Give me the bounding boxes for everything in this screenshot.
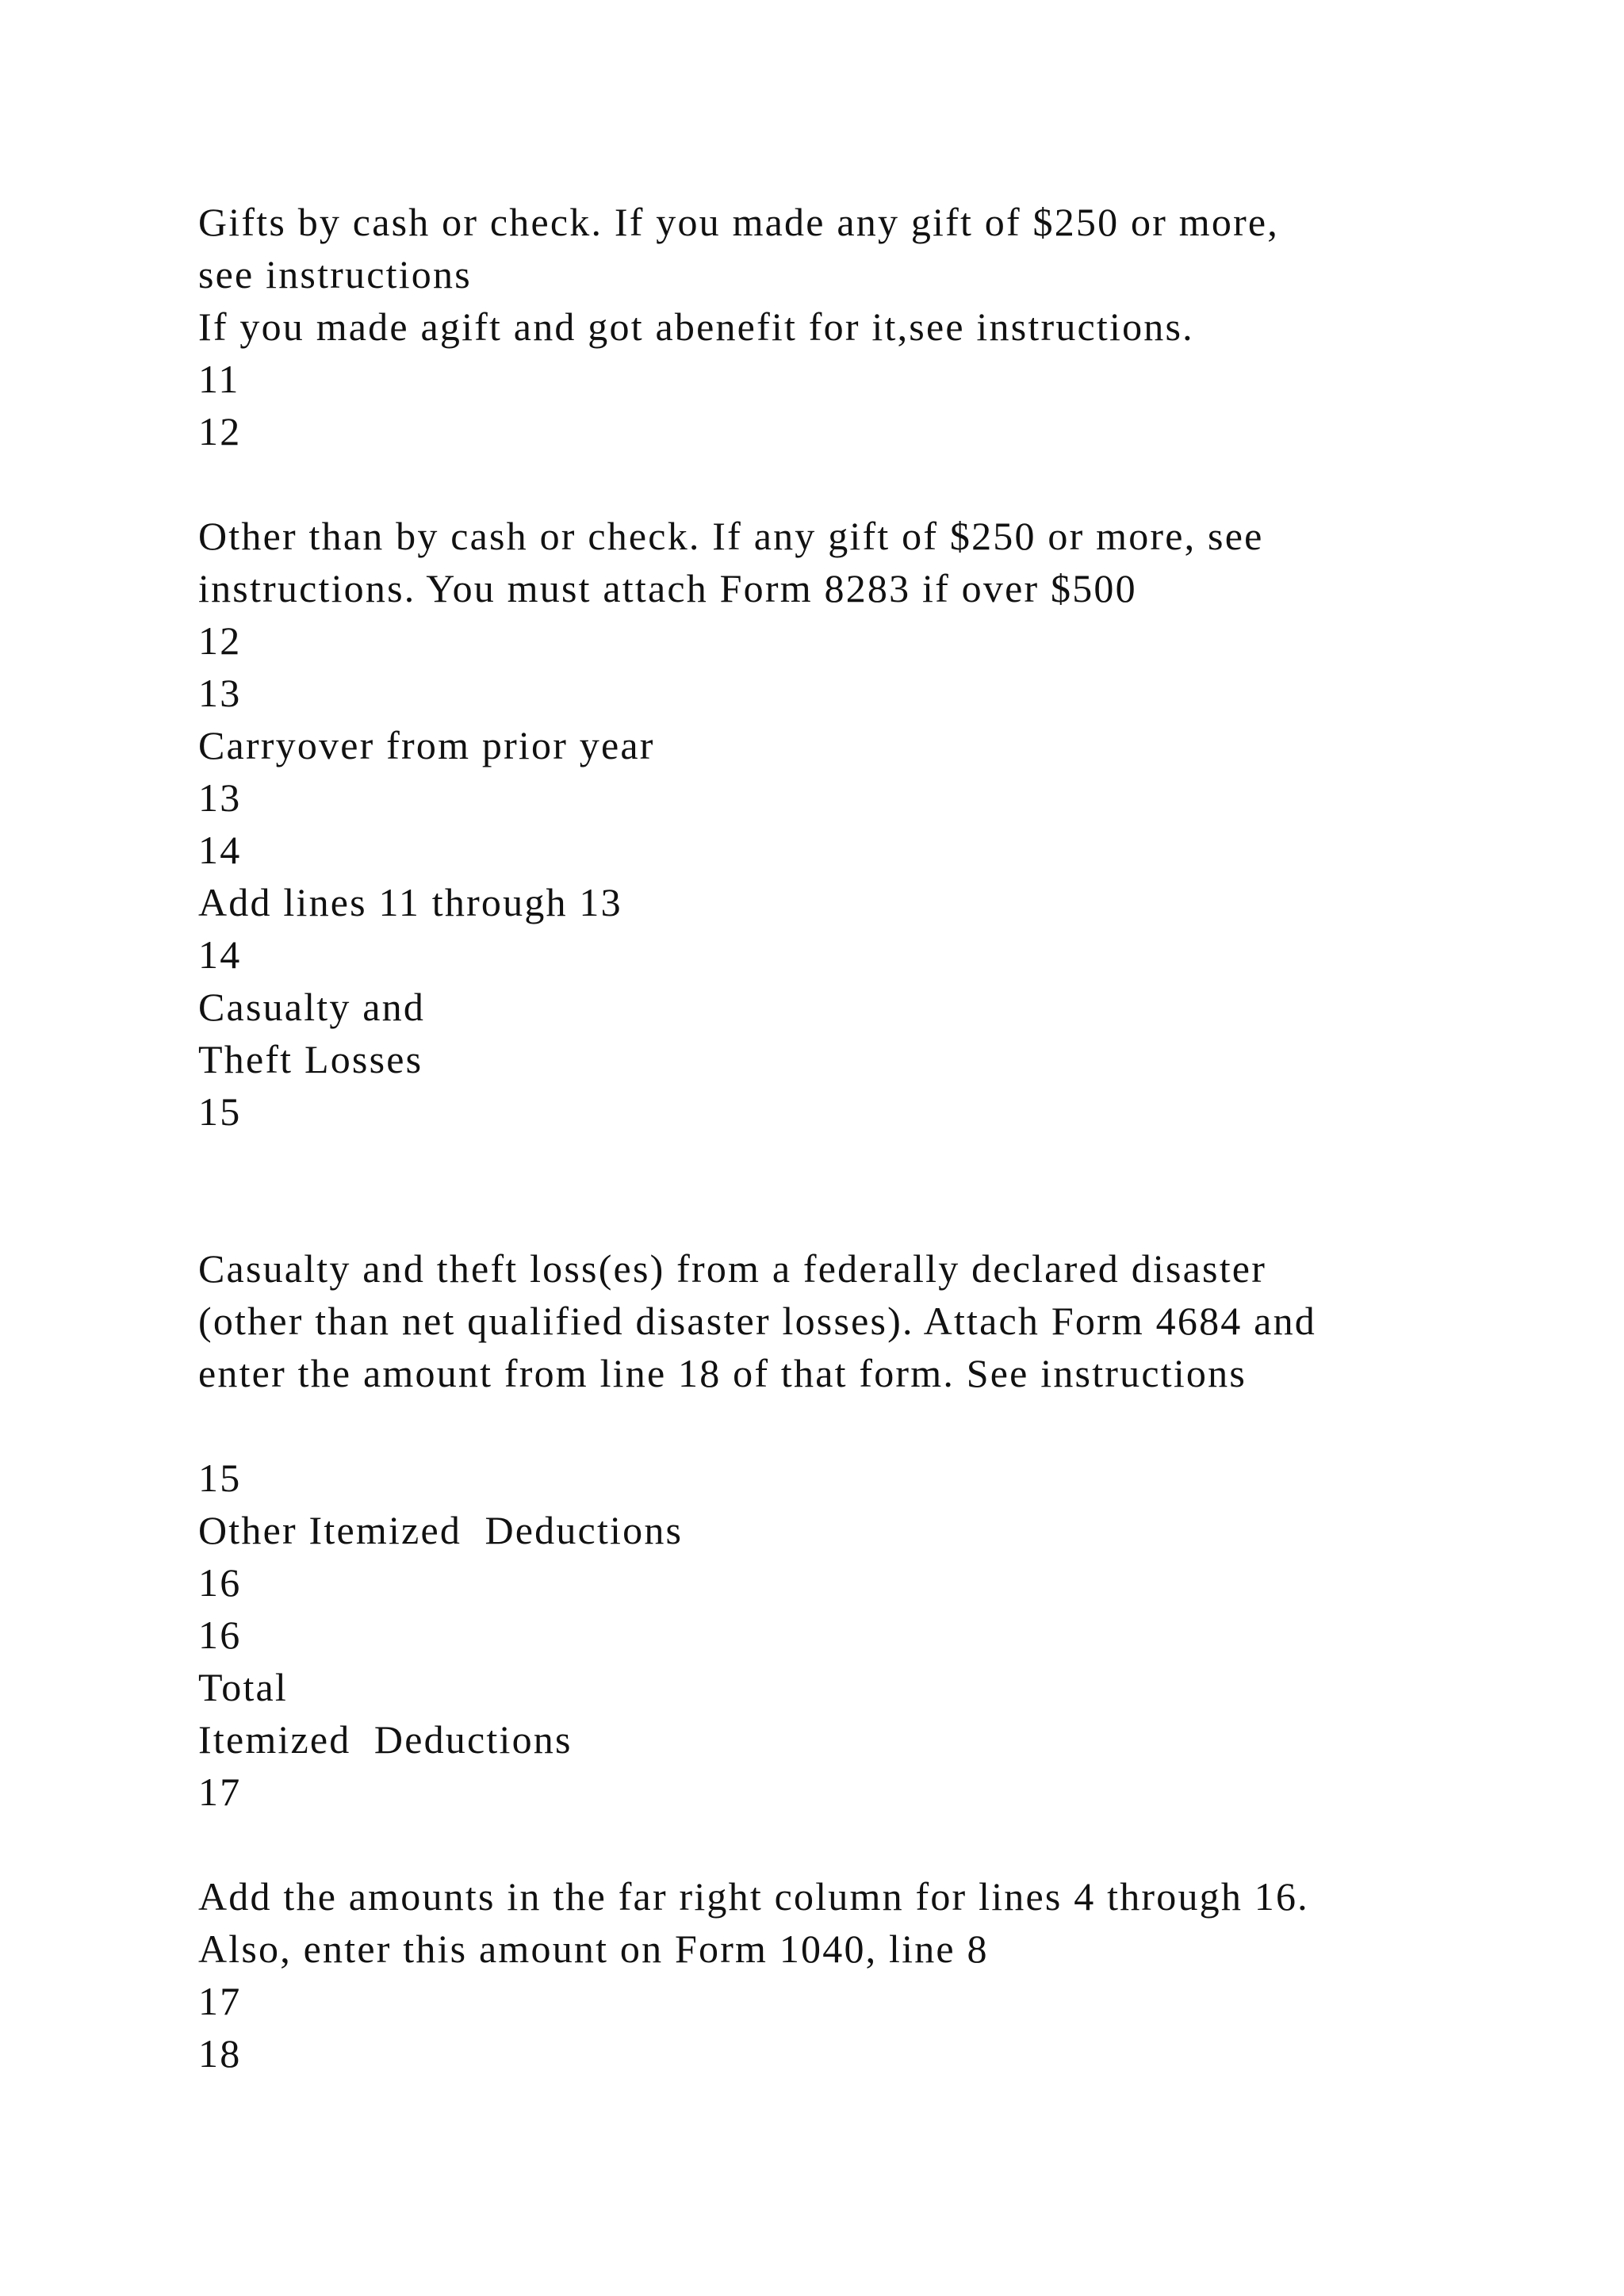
section-heading: Itemized Deductions xyxy=(198,1717,573,1762)
blank-line xyxy=(198,1138,1546,1190)
text-line: Gifts by cash or check. If you made any gift of $250 or more, xyxy=(198,200,1280,244)
text-line: Casualty and theft loss(es) from a federally declared disaster xyxy=(198,1246,1267,1291)
section-heading: Casualty and xyxy=(198,985,426,1029)
line-number: 17 xyxy=(198,1770,242,1814)
line-number: 12 xyxy=(198,618,242,663)
document-text xyxy=(198,196,1546,2080)
text-line: Add lines 11 through 13 xyxy=(198,880,622,924)
line-number: 13 xyxy=(198,775,242,820)
text-line: instructions. You must attach Form 8283 if over $500 xyxy=(198,566,1137,610)
line-number: 18 xyxy=(198,2031,242,2076)
text-line: (other than net qualified disaster losses). Attach Form 4684 and xyxy=(198,1299,1316,1343)
line-number: 17 xyxy=(198,1979,242,2023)
line-number: 11 xyxy=(198,357,240,401)
section-heading: Theft Losses xyxy=(198,1037,423,1081)
blank-line xyxy=(198,1818,1546,1870)
blank-line xyxy=(198,457,1546,510)
text-line: enter the amount from line 18 of that form. See instructions xyxy=(198,1351,1247,1395)
text-line: If you made agift and got abenefit for it,see instructions. xyxy=(198,304,1194,349)
line-number: 12 xyxy=(198,409,242,453)
text-line: Other than by cash or check. If any gift of $250 or more, see xyxy=(198,514,1264,558)
line-number: 16 xyxy=(198,1613,242,1657)
line-number: 16 xyxy=(198,1560,242,1605)
text-line: Also, enter this amount on Form 1040, line 8 xyxy=(198,1927,989,1971)
text-line: Add the amounts in the far right column for lines 4 through 16. xyxy=(198,1874,1309,1919)
blank-line xyxy=(198,1399,1546,1452)
section-heading: Other Itemized Deductions xyxy=(198,1508,684,1552)
line-number: 14 xyxy=(198,932,242,977)
text-line: Carryover from prior year xyxy=(198,723,655,767)
line-number: 13 xyxy=(198,671,242,715)
text-line: see instructions xyxy=(198,252,472,297)
section-heading: Total xyxy=(198,1665,289,1709)
line-number: 14 xyxy=(198,828,242,872)
blank-line xyxy=(198,1190,1546,1242)
line-number: 15 xyxy=(198,1456,242,1500)
line-number: 15 xyxy=(198,1089,242,1134)
